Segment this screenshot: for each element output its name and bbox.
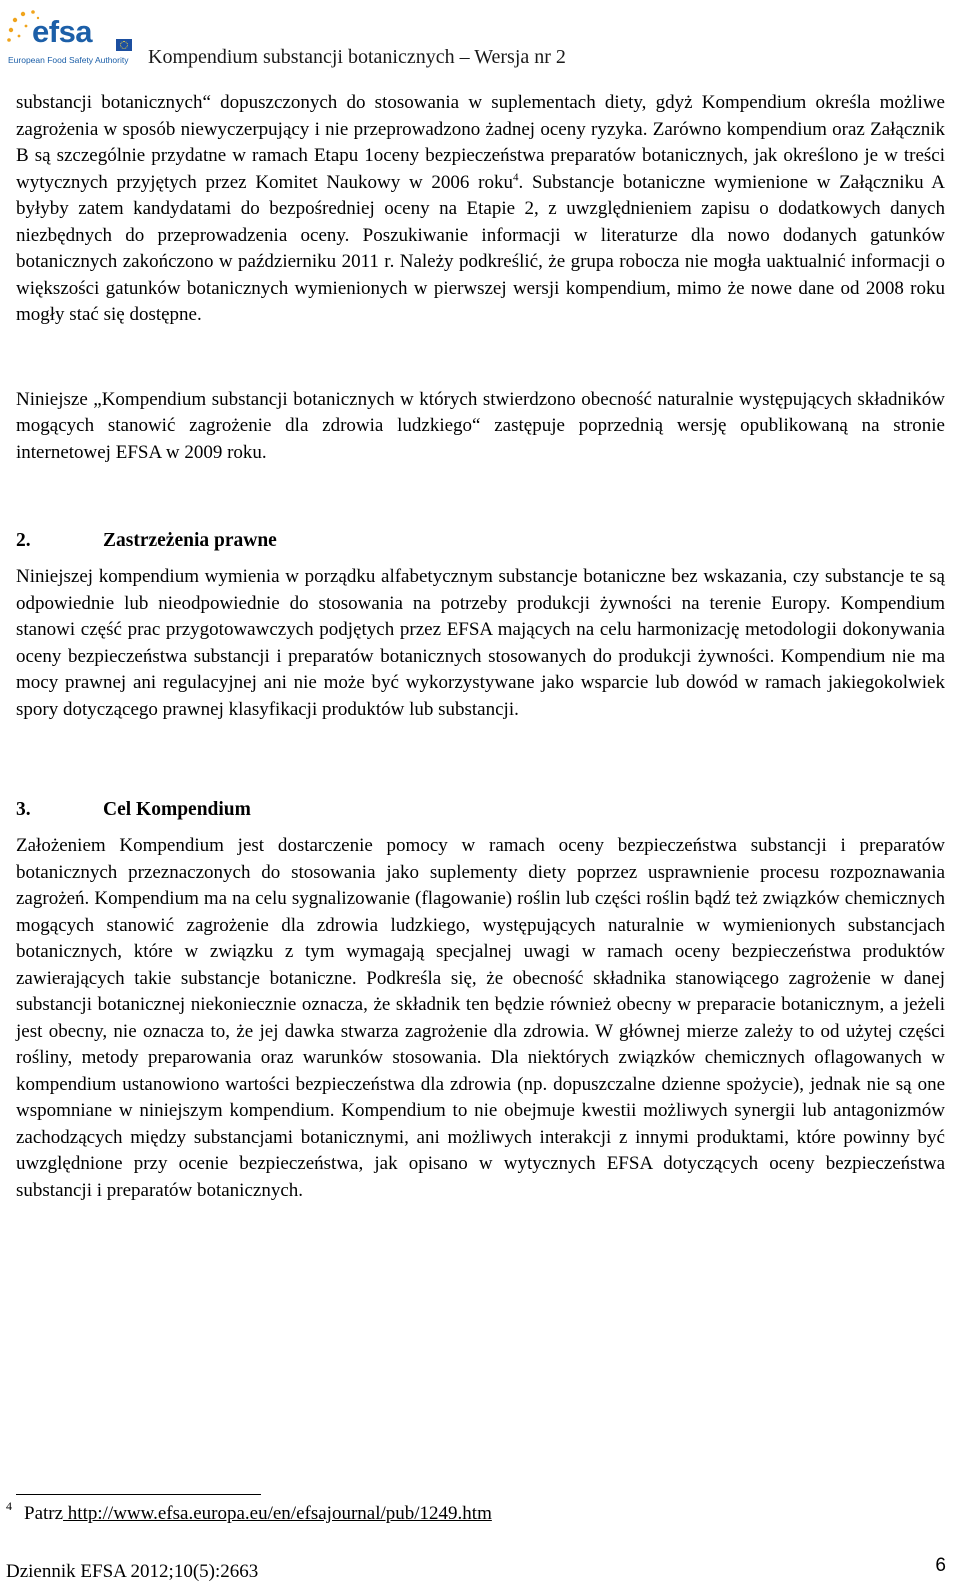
footnote-link[interactable]: http://www.efsa.europa.eu/en/efsajournal/pub/1249.htm xyxy=(63,1503,492,1524)
paragraph-text: . Substancje botaniczne wymienione w Załączniku A byłyby zatem kandydatami do bezpośredniej oceny na Etapie 2, z uwzględnieniem zapisu o dodatkowych danych niezbędnych do przeprowadzenia oceny. Poszukiwanie informacji w literaturze dla nowo dodanych gatunków botanicznych zakończono w październiku 2011 r. Należy podkreślić, że grupa robocza nie mogła uaktualnić informacji o większości gatunków botanicznych wymienionych w pierwszej wersji kompendium, mimo że nowe dane od 2008 roku mogły stać się dostępne. xyxy=(16,171,945,325)
paragraph-text: substancji botanicznych“ dopuszczonych do stosowania w suplementach diety, gdyż Kompendium określa możliwe zagrożenia w sposób niewyczerpujący i nie przeprowadzono żadnej oceny ryzyka. Zarówno kompendium oraz Załącznik B są szczególnie przydatne w ramach Etapu 1oceny bezpieczeństwa preparatów botanicznych, jak określono je w treści wytycznych przyjętych przez Komitet Naukowy w 2006 roku xyxy=(16,92,945,193)
efsa-logo xyxy=(4,4,144,68)
paragraph-continuation xyxy=(16,90,945,329)
page-header xyxy=(4,4,944,76)
footnote-ref[interactable]: 4 xyxy=(512,171,519,184)
page-number: 6 xyxy=(935,1555,946,1576)
journal-citation: Dziennik EFSA 2012;10(5):2663 xyxy=(6,1561,259,1582)
section-number: 2. xyxy=(16,530,31,551)
paragraph-purpose: Założeniem Kompendium jest dostarczenie pomocy w ramach oceny bezpieczeństwa substancji i preparatów botanicznych przeznaczonych do stosowania jako suplementy diety poprzez usprawnienie procesu rozpoznawania zagrożeń. Kompendium ma na celu sygnalizowanie (flagowanie) roślin lub części roślin bądź też związków chemicznych mogących stanowić zagrożenie dla zdrowia ludzkiego, występujących naturalnie w wymienionych substancjach botanicznych, które w związku z tym wymagają specjalnej uwagi w ramach oceny bezpieczeństwa produktów zawierających takie substancje botaniczne. Podkreśla się, że obecność składnika stanowiącego zagrożenie w danej substancji botanicznej niekoniecznie oznacza, że składnik ten będzie również obecny w preparacie botanicznym, a jeżeli jest obecny, nie oznacza to, że jej dawka stwarza zagrożenie dla zdrowia. W głównej mierze zależy to od użytej części rośliny, metody preparowania oraz warunków stosowania. Dla niektórych związków chemicznych oflagowanych w kompendium ustanowiono wartości bezpieczeństwa dla zdrowia (np. dopuszczalne dzienne spożycie), jednak nie są one wspomniane w niniejszym kompendium. Kompendium to nie obejmuje kwestii możliwych synergii lub antagonizmów zachodzących między substancjami botanicznymi, ani możliwych interakcji z innymi produktami, które powinny być uwzględnione przy ocenie bezpieczeństwa, jak opisano w wytycznych EFSA dotyczących oceny bezpieczeństwa substancji i preparatów botanicznych. xyxy=(16,835,945,1201)
paragraph-replacement-note: Niniejsze „Kompendium substancji botanicznych w których stwierdzono obecność naturalnie występujących składników mogących stanowić zagrożenie dla zdrowia ludzkiego“ zastępuje poprzednią wersję opublikowaną na stronie internetowej EFSA w 2009 roku. xyxy=(16,388,945,463)
logo-subtitle: European Food Safety Authority xyxy=(8,55,129,65)
logo-wordmark: efsa xyxy=(32,14,93,49)
section-title: Cel Kompendium xyxy=(103,799,251,820)
section-title: Zastrzeżenia prawne xyxy=(103,530,277,551)
footnote-prefix: Patrz xyxy=(24,1503,64,1524)
page-footer xyxy=(6,1555,946,1587)
footnote-number: 4 xyxy=(6,1499,12,1513)
section-number: 3. xyxy=(16,799,31,820)
section-heading-legal xyxy=(16,528,945,554)
eu-flag-icon xyxy=(116,39,132,51)
footnote xyxy=(6,1499,492,1525)
document-body xyxy=(16,90,945,1204)
running-title: Kompendium substancji botanicznych – Wersja nr 2 xyxy=(148,46,566,68)
section-heading-purpose xyxy=(16,797,945,823)
footnote-divider xyxy=(16,1494,261,1495)
paragraph-legal-disclaimer: Niniejszej kompendium wymienia w porządku alfabetycznym substancje botaniczne bez wskazania, czy substancje te są odpowiednie lub nieodpowiednie do stosowania na potrzeby produkcji żywności na terenie Europy. Kompendium stanowi część prac przygotowawczych podjętych przez EFSA mających na celu harmonizację metodologii dokonywania oceny bezpieczeństwa substancji i preparatów botanicznych stosowanych do produkcji żywności. Kompendium nie ma mocy prawnej ani regulacyjnej ani nie może być wykorzystywane jako wsparcie lub dowód w ramach jakiegokolwiek spory dotyczącego prawnej klasyfikacji produktów lub substancji. xyxy=(16,566,945,720)
